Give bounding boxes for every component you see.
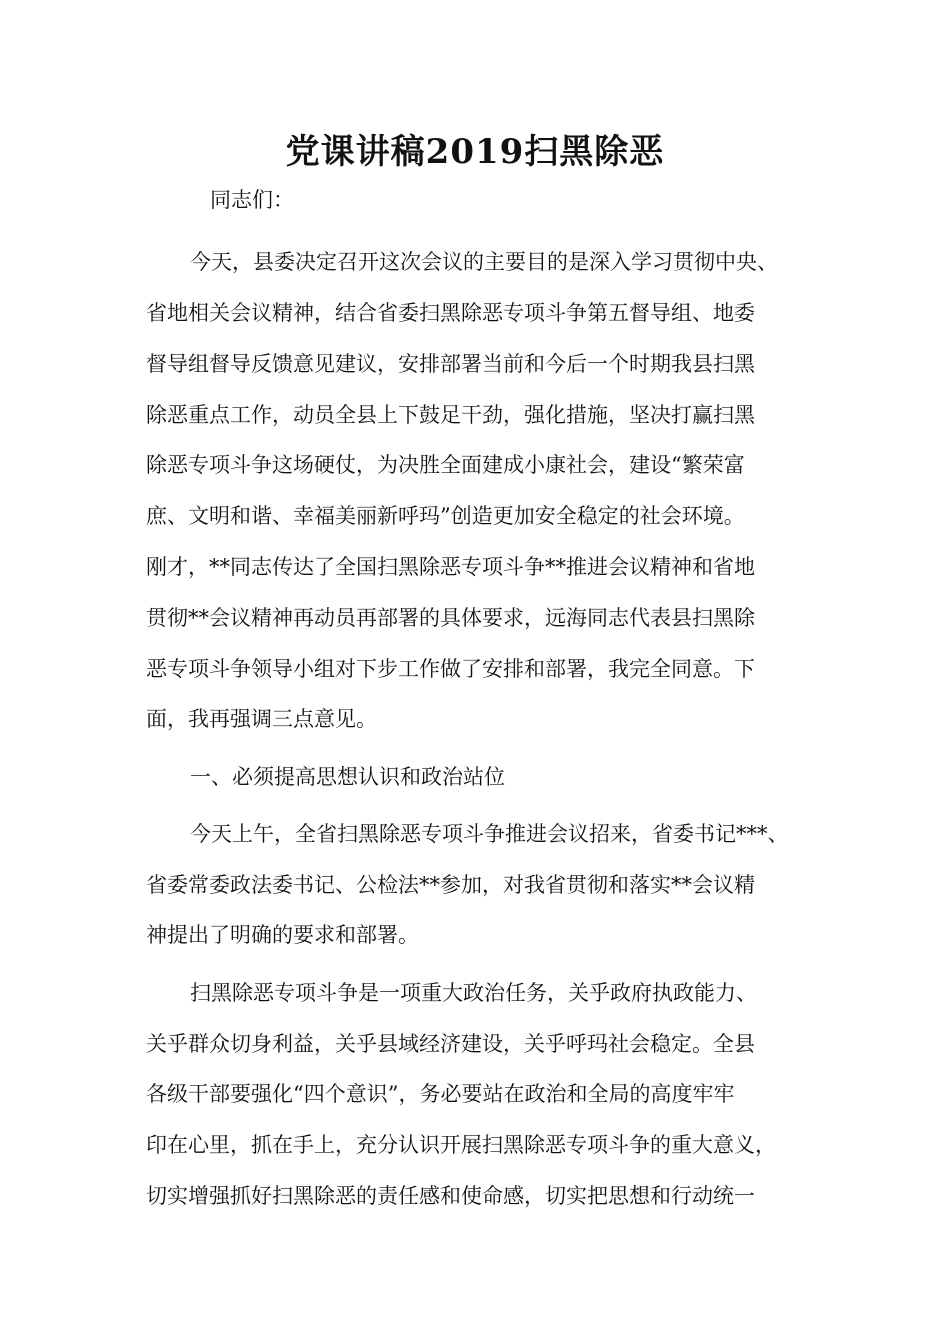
paragraph-line: 切实增强抓好扫黑除恶的责任感和使命感，切实把思想和行动统一 [146,1184,755,1208]
paragraph-line: 扫黑除恶专项斗争是一项重大政治任务，关乎政府执政能力、 [190,981,757,1005]
section-heading: 一、必须提高思想认识和政治站位 [190,765,505,789]
greeting-line: 同志们： [210,188,294,212]
paragraph-line: 恶专项斗争领导小组对下步工作做了安排和部署，我完全同意。下 [146,657,755,681]
paragraph-line: 除恶专项斗争这场硬仗，为决胜全面建成小康社会，建设“繁荣富 [146,453,745,477]
paragraph-line: 省地相关会议精神，结合省委扫黑除恶专项斗争第五督导组、地委 [146,301,755,325]
paragraph-line: 贯彻**会议精神再动员再部署的具体要求，远海同志代表县扫黑除 [146,606,755,630]
paragraph-line: 今天，县委决定召开这次会议的主要目的是深入学习贯彻中央、 [190,250,778,274]
paragraph-line: 督导组督导反馈意见建议，安排部署当前和今后一个时期我县扫黑 [146,352,755,376]
paragraph-line: 今天上午，全省扫黑除恶专项斗争推进会议招来，省委书记***、 [190,822,789,846]
document-title: 党课讲稿2019扫黑除恶 [285,132,665,172]
paragraph-line: 刚才，**同志传达了全国扫黑除恶专项斗争**推进会议精神和省地 [146,555,755,579]
paragraph-line: 省委常委政法委书记、公检法**参加，对我省贯彻和落实**会议精 [146,873,755,897]
paragraph-line: 庶、文明和谐、幸福美丽新呼玛”创造更加安全稳定的社会环境。 [146,504,745,528]
paragraph-line: 面，我再强调三点意见。 [146,707,377,731]
paragraph-line: 除恶重点工作，动员全县上下鼓足干劲，强化措施，坚决打赢扫黑 [146,403,755,427]
paragraph-line: 各级干部要强化“四个意识”，务必要站在政治和全局的高度牢牢 [146,1082,735,1106]
paragraph-line: 关乎群众切身利益，关乎县域经济建设，关乎呼玛社会稳定。全县 [146,1032,755,1056]
paragraph-line: 印在心里，抓在手上，充分认识开展扫黑除恶专项斗争的重大意义， [146,1133,776,1157]
paragraph-line: 神提出了明确的要求和部署。 [146,923,419,947]
